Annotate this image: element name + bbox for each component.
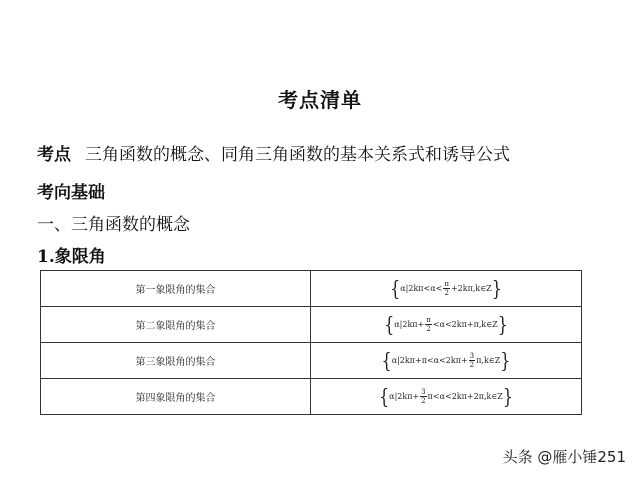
set-post: π,k∈Z	[476, 356, 501, 365]
fraction: $\frac{3}{2}$	[469, 352, 475, 369]
page-title: 考点清单	[278, 88, 362, 112]
row-label: 第四象限角的集合	[41, 379, 311, 415]
left-brace: {	[381, 347, 392, 373]
right-brace: }	[491, 275, 502, 301]
table-row	[41, 271, 582, 307]
fraction: $\frac{\pi}{2}$	[426, 316, 431, 333]
set-expression	[311, 271, 582, 307]
row-label: 第三象限角的集合	[41, 343, 311, 379]
topic-text: 三角函数的概念、同角三角函数的基本关系式和诱导公式	[85, 145, 510, 165]
set-pre: α|2kπ<α<	[400, 284, 443, 293]
set-pre: α|2kπ+	[394, 320, 425, 329]
table-row	[41, 343, 582, 379]
section-heading: 考向基础	[37, 183, 105, 203]
set-expression	[311, 379, 582, 415]
set-pre: α|2kπ+π<α<2kπ+	[391, 356, 468, 365]
set-post: +2kπ,k∈Z	[450, 284, 492, 293]
right-brace: }	[497, 311, 508, 337]
row-label: 第一象限角的集合	[41, 271, 311, 307]
row-label: 第二象限角的集合	[41, 307, 311, 343]
set-post: <α<2kπ+π,k∈Z	[432, 320, 498, 329]
right-brace: }	[502, 383, 514, 409]
topic-tag: 考点	[37, 145, 71, 165]
left-brace: {	[384, 311, 395, 337]
fraction: $\frac{3}{2}$	[421, 388, 426, 405]
table-row	[41, 379, 582, 415]
set-expression	[311, 307, 582, 343]
set-pre: α|2kπ+	[389, 392, 420, 401]
left-brace: {	[390, 275, 401, 301]
subsection-heading: 一、三角函数的概念	[37, 215, 190, 235]
quadrant-angle-table	[40, 270, 582, 415]
right-brace: }	[500, 347, 511, 373]
watermark: 头条 @雁小锤251	[502, 448, 626, 466]
topic-line	[37, 140, 510, 165]
left-brace: {	[378, 383, 390, 409]
table-row	[41, 307, 582, 343]
set-expression	[311, 343, 582, 379]
fraction: $\frac{\pi}{2}$	[444, 280, 449, 297]
set-post: π<α<2kπ+2π,k∈Z	[427, 392, 503, 401]
item-heading: 1.象限角	[37, 247, 106, 267]
